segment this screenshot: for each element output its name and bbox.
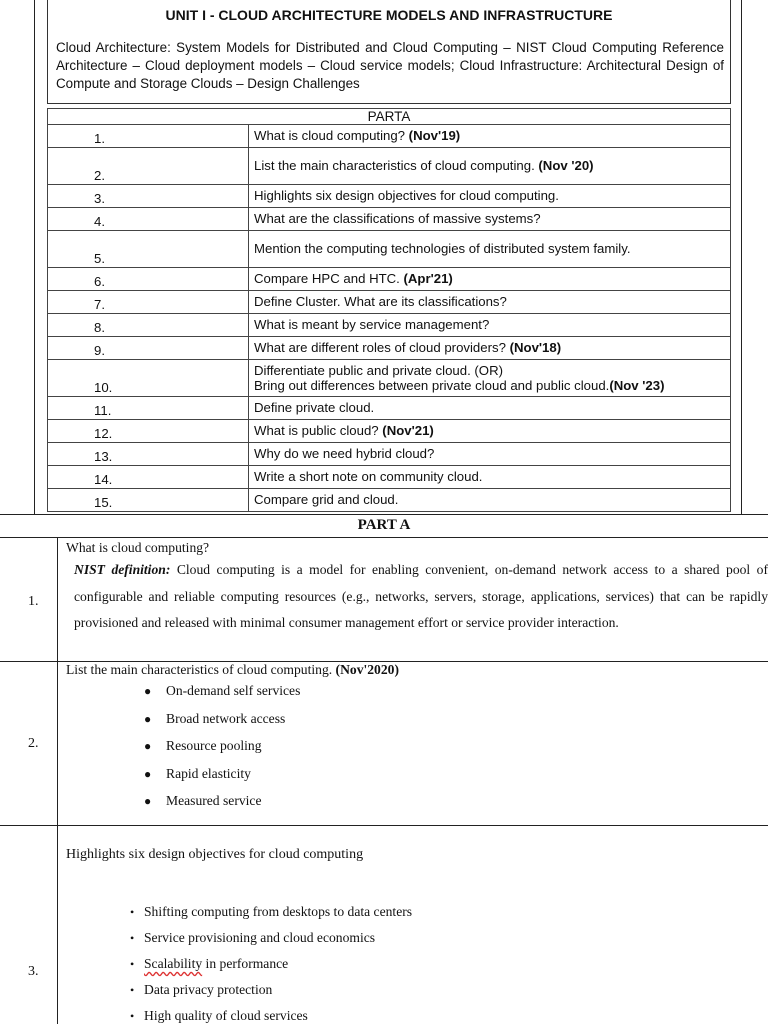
question-text: Write a short note on community cloud. [249,466,731,489]
answer-row [0,661,768,825]
question-number: 4. [48,208,249,231]
list-item: ● Broad network access [166,709,300,737]
table-row [48,231,731,268]
question-number: 6. [48,268,249,291]
characteristics-list [144,681,301,819]
question-text: List the main characteristics of cloud computing. (Nov '20) [249,148,731,185]
list-item: ● Resource pooling [166,736,300,764]
unit-header-box [47,0,731,104]
question-text: Define private cloud. [249,397,731,420]
list-item: • High quality of cloud services [138,1006,412,1024]
answer-question: Highlights six design objectives for cloud computing [66,847,364,862]
table-row [48,125,731,148]
question-text: Compare HPC and HTC. (Apr'21) [249,268,731,291]
question-number: 8. [48,314,249,337]
table-row [48,443,731,466]
question-number: 10. [48,360,249,397]
bullet-icon: • [130,1009,135,1023]
question-number: 2. [48,148,249,185]
list-item: ● Rapid elasticity [166,764,300,792]
bullet-icon: • [130,957,135,971]
bullet-icon: ● [144,766,152,781]
question-text: Highlights six design objectives for cloud computing. [249,185,731,208]
answer-question: List the main characteristics of cloud computing. (Nov'2020) [66,662,399,677]
bullet-icon: • [130,931,135,945]
question-number: 9. [48,337,249,360]
answer-row [0,537,768,661]
table-row [48,268,731,291]
table-row [48,360,731,397]
question-text: What is cloud computing? (Nov'19) [249,125,731,148]
question-text: What are different roles of cloud providers? (Nov'18) [249,337,731,360]
syllabus-page [34,0,742,514]
table-row [48,466,731,489]
table-row [48,337,731,360]
bullet-icon: • [130,983,135,997]
bullet-icon: ● [144,794,152,808]
question-number: 11. [48,397,249,420]
part-a-title: PART A [357,517,411,533]
answer-row [0,825,768,1024]
table-row [48,397,731,420]
bullet-icon: ● [144,739,152,753]
answer-number: 2. [0,662,58,825]
question-number: 13. [48,443,249,466]
bullet-icon: ● [144,684,152,698]
table-row [48,314,731,337]
answers-page [0,514,768,1024]
list-item: ● On-demand self services [166,681,300,709]
table-row [48,291,731,314]
question-number: 5. [48,231,249,268]
list-item: • Service provisioning and cloud economics [138,928,412,954]
question-text: What is public cloud? (Nov'21) [249,420,731,443]
list-item: • Shifting computing from desktops to data centers [138,902,412,928]
unit-description: Cloud Architecture: System Models for Distributed and Cloud Computing – NIST Cloud Computing Reference Architecture – Cloud deployment models – Cloud service models; Cloud Infrastructure: Architectural Design of Compute and Storage Clouds – Design Challenges [56,40,724,91]
list-item: • Data privacy protection [138,980,412,1006]
part-a-question-table [47,108,731,512]
question-number: 12. [48,420,249,443]
list-item: ● Measured service [166,791,300,819]
list-item: • Scalability in performance [138,954,412,980]
table-row [48,185,731,208]
question-number: 3. [48,185,249,208]
table-row [48,148,731,185]
table-row [48,208,731,231]
question-text: What is meant by service management? [249,314,731,337]
question-text: Mention the computing technologies of distributed system family. [249,231,731,268]
question-number: 14. [48,466,249,489]
question-text: Differentiate public and private cloud. (OR) Bring out differences between private cloud and public cloud.(Nov '23) [249,360,731,397]
question-text: What are the classifications of massive systems? [249,208,731,231]
question-text: Compare grid and cloud. [249,489,731,512]
question-text: Why do we need hybrid cloud? [249,443,731,466]
bullet-icon: ● [144,711,152,726]
part-a-header: PARTA [48,109,731,125]
design-objectives-list [130,902,413,1024]
question-number: 7. [48,291,249,314]
answer-paragraph: NIST definition: Cloud computing is a model for enabling convenient, on-demand network access to a shared pool of configurable and reliable computing resources (e.g., networks, servers, storage, applications, services) that can be rapidly provisioned and released with minimal consumer management effort or service provider interaction. [74,562,768,630]
table-row [48,420,731,443]
answer-number: 1. [0,538,58,661]
answer-number: 3. [0,826,58,1024]
question-number: 15. [48,489,249,512]
unit-title: UNIT I - CLOUD ARCHITECTURE MODELS AND INFRASTRUCTURE [165,7,613,23]
question-number: 1. [48,125,249,148]
answer-question: What is cloud computing? [66,540,210,555]
bullet-icon: • [130,905,135,919]
table-row [48,489,731,512]
question-text: Define Cluster. What are its classifications? [249,291,731,314]
